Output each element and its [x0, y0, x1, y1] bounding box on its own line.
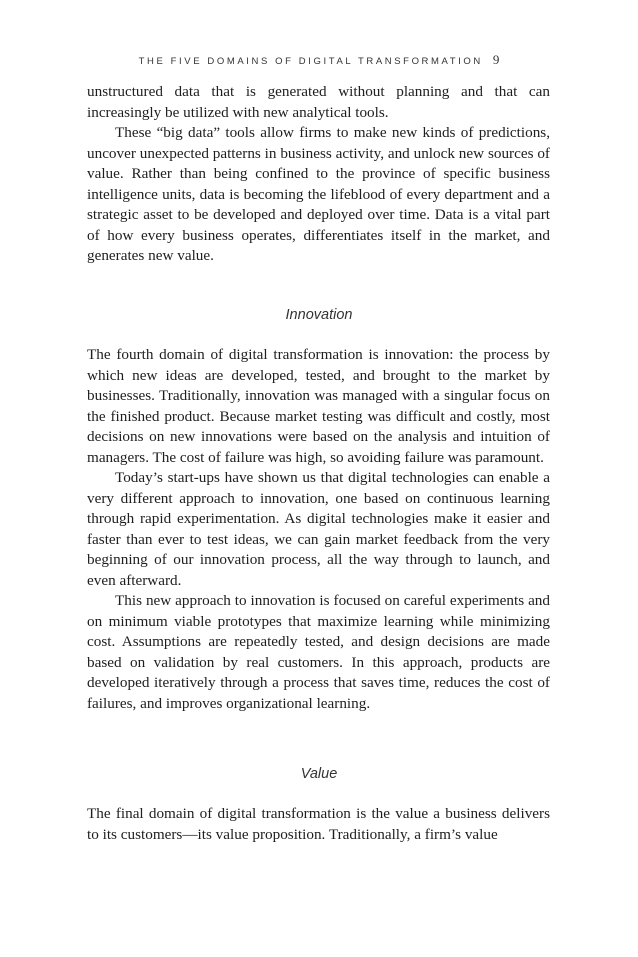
paragraph: These “big data” tools allow firms to make new kinds of predictions, uncover unexpected patterns in business activity, and unlock new sources of value. Rather than being confined to the province of specific business intelligence units, data is becoming the lifeblood of every department and a strategic asset to be developed and deployed over time. Data is a vital part of how every business operates, differentiates itself in the market, and generates new value. — [87, 124, 550, 264]
running-head-title: THE FIVE DOMAINS OF DIGITAL TRANSFORMATION — [138, 56, 483, 67]
paragraph: This new approach to innovation is focused on careful experiments and on minimum viable prototypes that maximize learning while minimizing cost. Assumptions are repeatedly tested, and design decisions are made based on validation by real customers. In this approach, products are developed iteratively through a process that saves time, reduces the cost of failures, and improves organizational learning. — [87, 592, 550, 712]
running-head — [0, 52, 638, 68]
innovation-text — [87, 345, 550, 714]
value-text — [87, 804, 550, 845]
section-heading-innovation: Innovation — [285, 307, 353, 323]
paragraph: Today’s start-ups have shown us that digital technologies can enable a very different approach to innovation, one based on continuous learning through rapid experimentation. As digital technologies make it easier and faster than ever to test ideas, we can gain market feedback from the very beginning of our innovation process, all the way through to launch, and even afterward. — [87, 469, 550, 589]
intro-text — [87, 82, 550, 267]
section-heading-value: Value — [300, 766, 338, 782]
page-number: 9 — [492, 52, 500, 67]
paragraph: unstructured data that is generated without planning and that can increasingly be utilized with new analytical tools. — [87, 83, 550, 121]
paragraph: The fourth domain of digital transformation is innovation: the process by which new ideas are developed, tested, and brought to the market by businesses. Traditionally, innovation was managed with a singular focus on the finished product. Because market testing was difficult and costly, most decisions on new innovations were based on the analysis and intuition of managers. The cost of failure was high, so avoiding failure was paramount. — [87, 346, 550, 466]
paragraph: The final domain of digital transformation is the value a business delivers to its customers—its value proposition. Traditionally, a firm’s value — [87, 805, 550, 843]
